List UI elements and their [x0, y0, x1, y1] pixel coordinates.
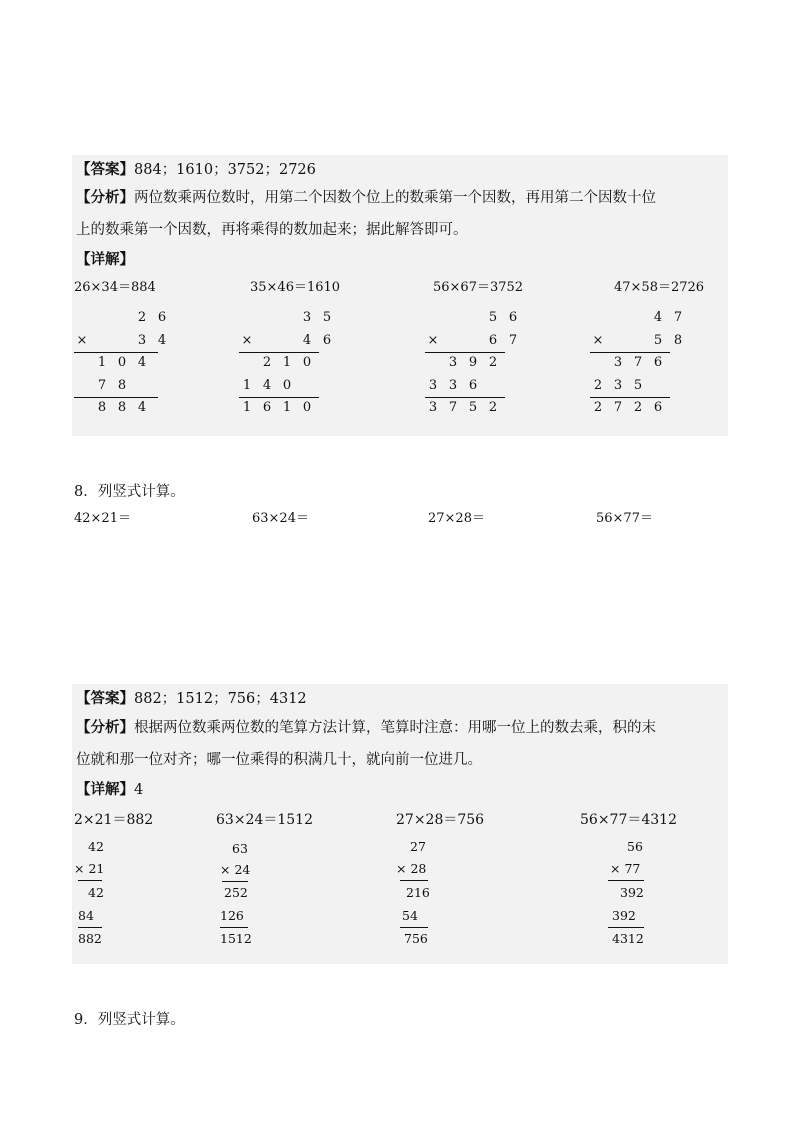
- analysis-text-cont: 上的数乘第一个因数，再将乘得的数加起来；据此解答即可。: [76, 222, 468, 238]
- digit: 6: [262, 400, 272, 415]
- answer-label: 【答案】: [76, 161, 134, 178]
- digit: 3: [448, 355, 458, 370]
- digit: 6: [653, 400, 663, 415]
- vertical-calculation: [237, 307, 337, 420]
- partial-product: 126: [220, 908, 244, 923]
- digit: 7: [613, 400, 623, 415]
- equation: 2×21＝882: [74, 812, 154, 828]
- equation: 56×77＝4312: [580, 812, 677, 828]
- digit: 7: [97, 377, 107, 393]
- digit: 0: [282, 377, 292, 393]
- analysis-line-1: [76, 718, 656, 738]
- detail-label: 【详解】: [76, 781, 134, 798]
- digit: 2: [593, 377, 603, 393]
- digit: [72, 307, 92, 330]
- digit: [317, 375, 337, 398]
- calc-rule: [74, 397, 158, 398]
- equation: 35×46＝1610: [250, 280, 341, 295]
- multiplicand: 56: [627, 839, 643, 854]
- digit: ×: [76, 332, 88, 348]
- calc-rule: [425, 352, 505, 353]
- digit: 3: [613, 377, 623, 393]
- digit: 1: [282, 400, 292, 415]
- partial-product: 42: [88, 885, 104, 900]
- multiplicand: 63: [232, 841, 248, 856]
- product: 1512: [220, 931, 252, 946]
- digit: ×: [592, 332, 604, 348]
- digit: 7: [508, 332, 518, 348]
- digit: 3: [302, 310, 312, 325]
- digit: [483, 375, 503, 398]
- digit: 2: [262, 355, 272, 370]
- digit: 6: [157, 310, 167, 325]
- problem: 27×28＝: [428, 511, 485, 526]
- digit: 1: [97, 355, 107, 370]
- answer-text: 884；1610；3752；2726: [134, 162, 316, 178]
- digit: 5: [468, 400, 478, 415]
- digit: 2: [137, 310, 147, 325]
- equation: 63×24＝1512: [216, 812, 313, 828]
- digit: [317, 397, 337, 420]
- digit: [588, 307, 608, 330]
- detail-line-1: [76, 250, 134, 270]
- product: 756: [404, 931, 428, 946]
- digit: 6: [508, 310, 518, 325]
- analysis-line-2: [76, 750, 482, 770]
- digit: 5: [488, 310, 498, 325]
- analysis-line-2: [76, 220, 468, 240]
- analysis-text: 两位数乘两位数时，用第二个因数个位上的数乘第一个因数，再用第二个因数十位: [134, 190, 656, 206]
- analysis-text-cont: 位就和那一位对齐；哪一位乘得的积满几十，就向前一位进几。: [76, 752, 482, 768]
- digit: 2: [488, 355, 498, 370]
- multiplier: × 77: [610, 861, 641, 876]
- digit: [132, 375, 152, 398]
- digit: [588, 352, 608, 375]
- problem: 56×77＝: [596, 511, 653, 526]
- digit: [608, 330, 628, 353]
- analysis-label: 【分析】: [76, 719, 134, 736]
- digit: [668, 352, 688, 375]
- partial-product: 392: [612, 908, 636, 923]
- calc-rule: [220, 927, 248, 928]
- calc-rule: [222, 881, 248, 882]
- analysis-text: 根据两位数乘两位数的笔算方法计算，笔算时注意：用哪一位上的数去乘，积的末: [134, 720, 656, 736]
- digit: [152, 375, 172, 398]
- partial-product: 84: [78, 908, 94, 923]
- detail-label: 【详解】: [76, 251, 134, 268]
- digit: [257, 330, 277, 353]
- digit: [463, 330, 483, 353]
- digit: 7: [633, 355, 643, 370]
- digit: 0: [302, 400, 312, 415]
- digit: [503, 352, 523, 375]
- digit: [92, 307, 112, 330]
- digit: 6: [653, 355, 663, 370]
- analysis-line-1: [76, 188, 656, 208]
- digit: 6: [468, 377, 478, 393]
- calc-rule: [608, 880, 644, 881]
- equation: 26×34＝884: [74, 280, 156, 295]
- problem: 42×21＝: [74, 511, 131, 526]
- digit: 4: [137, 400, 147, 415]
- digit: [463, 307, 483, 330]
- calc-rule: [78, 880, 102, 881]
- digit: [503, 397, 523, 420]
- calc-rule: [590, 352, 670, 353]
- digit: [112, 307, 132, 330]
- digit: [92, 330, 112, 353]
- digit: 6: [322, 332, 332, 348]
- digit: [72, 375, 92, 398]
- digit: [668, 397, 688, 420]
- digit: [628, 307, 648, 330]
- digit: [648, 375, 668, 398]
- answer-line-2: [76, 689, 307, 709]
- multiplier: × 28: [396, 861, 427, 876]
- digit: 8: [673, 332, 683, 348]
- digit: 3: [428, 377, 438, 393]
- answer-label: 【答案】: [76, 690, 134, 707]
- answer-text: 882；1512；756；4312: [134, 691, 307, 707]
- digit: [317, 352, 337, 375]
- digit: [608, 307, 628, 330]
- question-9-title: 9．列竖式计算。: [74, 1012, 185, 1028]
- vertical-calculation: [588, 307, 688, 420]
- answer-line-1: [76, 160, 316, 180]
- question-8-title: 8．列竖式计算。: [74, 484, 185, 500]
- partial-product: 252: [224, 885, 248, 900]
- digit: 3: [428, 400, 438, 415]
- digit: 7: [673, 310, 683, 325]
- digit: 5: [653, 332, 663, 348]
- equation: 47×58＝2726: [614, 280, 705, 295]
- product: 4312: [612, 931, 644, 946]
- digit: 1: [282, 355, 292, 370]
- digit: 3: [137, 332, 147, 348]
- digit: 3: [448, 377, 458, 393]
- digit: 3: [613, 355, 623, 370]
- calc-rule: [400, 927, 428, 928]
- calc-rule: [608, 927, 644, 928]
- detail-text: 4: [134, 782, 144, 798]
- equation: 27×28＝756: [396, 812, 485, 828]
- vertical-calculation: [423, 307, 523, 420]
- digit: 7: [448, 400, 458, 415]
- digit: [443, 307, 463, 330]
- digit: 0: [117, 355, 127, 370]
- digit: [297, 375, 317, 398]
- digit: ×: [241, 332, 253, 348]
- partial-product: 392: [620, 885, 644, 900]
- digit: 8: [117, 377, 127, 393]
- digit: 8: [117, 400, 127, 415]
- digit: 1: [242, 377, 252, 393]
- multiplicand: 27: [410, 839, 426, 854]
- digit: [237, 352, 257, 375]
- digit: [152, 352, 172, 375]
- digit: [277, 307, 297, 330]
- digit: [628, 330, 648, 353]
- digit: [423, 352, 443, 375]
- calc-rule: [239, 397, 319, 398]
- digit: [503, 375, 523, 398]
- multiplicand: 42: [88, 839, 104, 854]
- calc-rule: [590, 397, 670, 398]
- digit: 9: [468, 355, 478, 370]
- digit: [112, 330, 132, 353]
- multiplier: × 21: [74, 861, 105, 876]
- calc-rule: [425, 397, 505, 398]
- calc-rule: [239, 352, 319, 353]
- digit: 2: [593, 400, 603, 415]
- digit: 5: [633, 377, 643, 393]
- digit: 5: [322, 310, 332, 325]
- problem: 63×24＝: [252, 511, 309, 526]
- calc-rule: [74, 352, 158, 353]
- partial-product: 216: [406, 885, 430, 900]
- digit: [443, 330, 463, 353]
- digit: 4: [157, 332, 167, 348]
- digit: ×: [427, 332, 439, 348]
- digit: 4: [137, 355, 147, 370]
- vertical-calculation: [72, 307, 172, 420]
- partial-product: 54: [402, 908, 418, 923]
- digit: 2: [633, 400, 643, 415]
- calc-rule: [400, 880, 428, 881]
- multiplier: × 24: [220, 862, 251, 877]
- digit: [423, 307, 443, 330]
- product: 882: [78, 931, 102, 946]
- digit: [72, 397, 92, 420]
- calc-rule: [78, 927, 102, 928]
- digit: 4: [653, 310, 663, 325]
- detail-line-2: [76, 780, 143, 800]
- digit: 4: [302, 332, 312, 348]
- digit: 2: [488, 400, 498, 415]
- digit: 1: [242, 400, 252, 415]
- equation: 56×67＝3752: [433, 280, 524, 295]
- digit: [237, 307, 257, 330]
- digit: [72, 352, 92, 375]
- digit: [668, 375, 688, 398]
- digit: 0: [302, 355, 312, 370]
- digit: 8: [97, 400, 107, 415]
- digit: [257, 307, 277, 330]
- digit: [152, 397, 172, 420]
- digit: 4: [262, 377, 272, 393]
- digit: [277, 330, 297, 353]
- digit: 6: [488, 332, 498, 348]
- analysis-label: 【分析】: [76, 189, 134, 206]
